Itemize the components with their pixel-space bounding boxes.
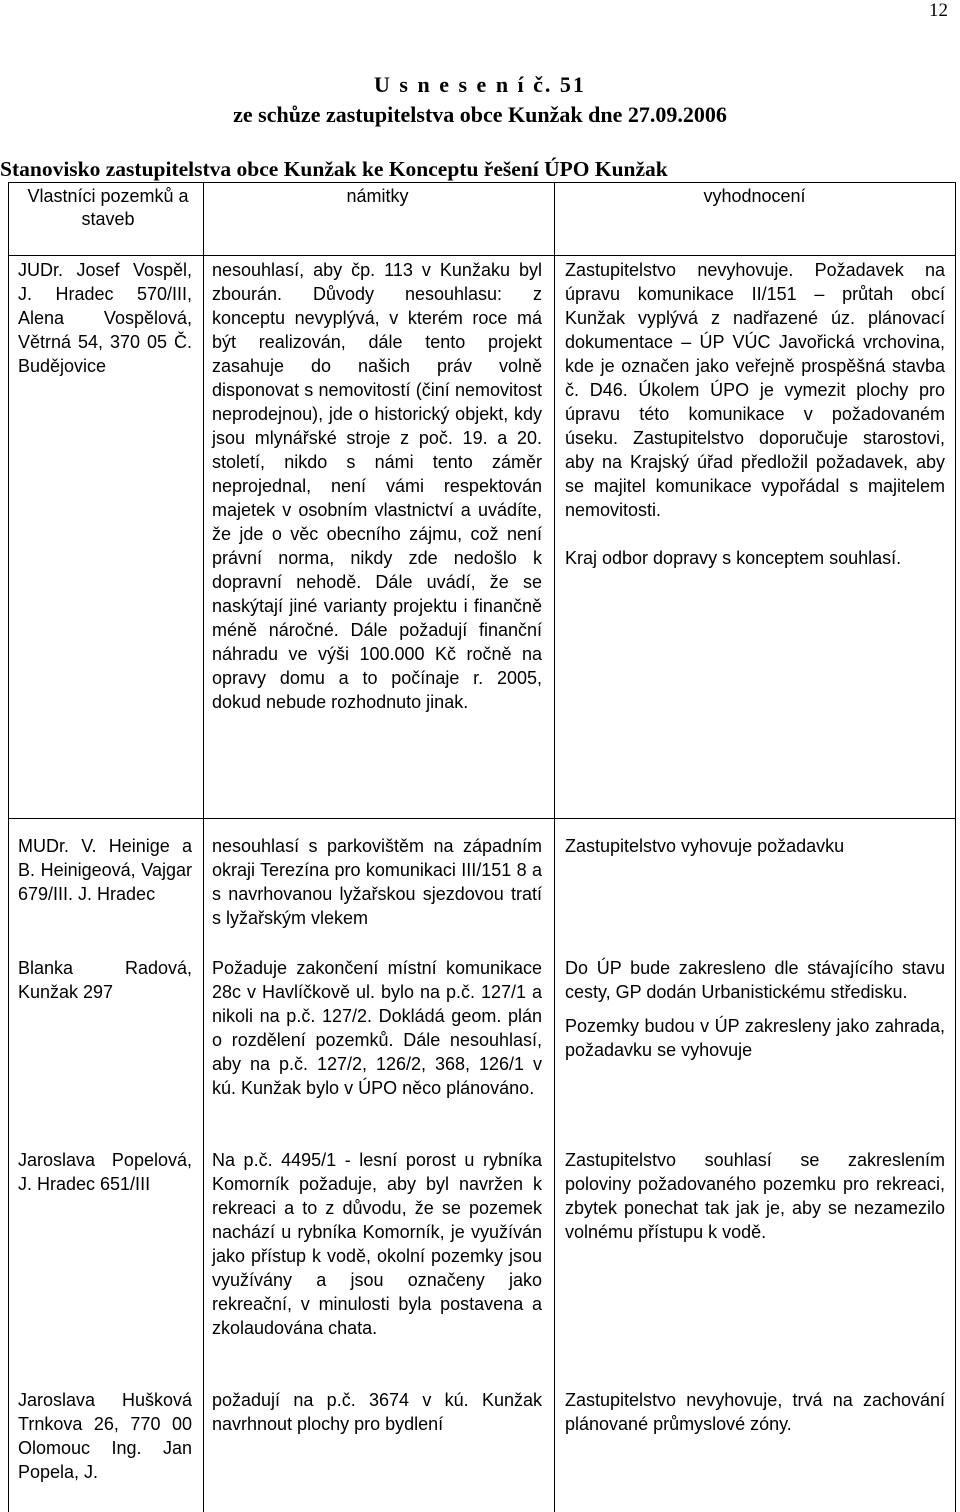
table-border-left [8, 182, 9, 1512]
evaluation-cell [565, 956, 945, 1062]
owner-cell: Jaroslava Popelová, J. Hradec 651/III [18, 1150, 192, 1194]
header-separator [8, 255, 956, 256]
evaluation-cell [565, 834, 945, 858]
evaluation-text: Zastupitelstvo souhlasí se zakreslením poloviny požadovaného pozemku pro rekreaci, zbytek ponechat tak jak je, aby se nezamezilo volnému přístupu k vodě. [565, 1150, 945, 1242]
evaluation-cell [565, 1388, 945, 1436]
table-divider-1 [203, 182, 204, 1512]
objection-cell [212, 258, 542, 714]
header-objections: námitky [346, 186, 409, 206]
resolution-title [0, 70, 960, 130]
objection-text: Na p.č. 4495/1 - lesní porost u rybníka Komorník požaduje, aby byl navržen k rekreaci a to z důvodu, že se pozemek nachází u rybníka Komorník, je využíván jako přístup k vodě, okolní pozemky jsou využívány a jsou označeny jako rekreační, v minulosti byla postavena a zkolaudována chata. [212, 1150, 542, 1338]
row-separator-1 [8, 818, 956, 819]
section-title: Stanovisko zastupitelstva obce Kunžak ke Konceptu řešení ÚPO Kunžak [0, 157, 668, 181]
table-border-right [955, 182, 956, 1512]
owner-cell: Jaroslava Hušková Trnkova 26, 770 00 Olomouc Ing. Jan Popela, J. [18, 1390, 192, 1482]
resolution-number: U s n e s e n í č. 51 [374, 72, 586, 97]
header-owners: Vlastníci pozemků a staveb [27, 186, 189, 229]
evaluation-text: Zastupitelstvo nevyhovuje, trvá na zachování plánované průmyslové zóny. [565, 1390, 945, 1434]
owner-cell: Blanka Radová, Kunžak 297 [18, 958, 192, 1002]
objection-cell [212, 1148, 542, 1340]
objection-text: Požaduje zakončení místní komunikace 28c v Havlíčkově ul. bylo na p.č. 127/1 a nikoli na p.č. 127/2. Dokládá geom. plán o rozdělení pozemků. Dále nesouhlasí, aby na p.č. 127/2, 126/2, 368, 126/1 v kú. Kunžak bylo v ÚPO něco plánováno. [212, 958, 542, 1098]
header-evaluation: vyhodnocení [703, 186, 806, 206]
evaluation-cell [565, 258, 945, 570]
objection-text: požadují na p.č. 3674 v kú. Kunžak navrhnout plochy pro bydlení [212, 1390, 542, 1434]
objection-text: nesouhlasí, aby čp. 113 v Kunžaku byl zbourán. Důvody nesouhlasu: z konceptu nevyplývá, v kterém roce má být realizován, dále tento projekt zasahuje do našich práv volně disponovat s nemovitostí (činí nemovitost neprodejnou), jde o historický objekt, kdy jsou mlynářské stroje z poč. 19. a 20. století, nikdo s námi tento záměr neprojednal, není vámi respektován majetek v osobním vlastnictví a uvádíte, že jde o věc obecního zájmu, což není právní norma, nikdy zde nedošlo k dopravní nehodě. Dále uvádí, že se naskýtají jiné varianty projektu i finančně méně náročné. Dále požadují finanční náhradu ve výši 100.000 Kč ročně na opravy domu a to počínaje r. 2005, dokud nebude rozhodnuto jinak. [212, 260, 542, 712]
table-border-top [8, 182, 956, 183]
evaluation-text: Kraj odbor dopravy s konceptem souhlasí. [565, 548, 902, 568]
owner-cell: MUDr. V. Heinige a B. Heinigeová, Vajgar 679/III. J. Hradec [18, 836, 192, 904]
page-number: 12 [929, 0, 948, 21]
objection-cell [212, 956, 542, 1100]
evaluation-text: Pozemky budou v ÚP zakresleny jako zahrada, požadavku se vyhovuje [565, 1016, 945, 1060]
objection-cell [212, 1388, 542, 1436]
evaluation-cell [565, 1148, 945, 1244]
objection-text: nesouhlasí s parkovištěm na západním okraji Terezína pro komunikaci III/151 8 a s navrhovanou lyžařskou sjezdovou tratí s lyžařským vlekem [212, 836, 542, 928]
evaluation-text: Do ÚP bude zakresleno dle stávajícího stavu cesty, GP dodán Urbanistickému středisku. [565, 958, 945, 1002]
owner-cell: JUDr. Josef Vospěl, J. Hradec 570/III, Alena Vospělová, Větrná 54, 370 05 Č. Budějovice [18, 260, 192, 376]
objection-cell [212, 834, 542, 930]
table-divider-2 [554, 182, 555, 1512]
meeting-line: ze schůze zastupitelstva obce Kunžak dne 27.09.2006 [233, 102, 727, 127]
evaluation-text: Zastupitelstvo nevyhovuje. Požadavek na úpravu komunikace II/151 – průtah obcí Kunžak vyplývá z nadřazené úz. plánovací dokumentace – ÚP VÚC Javořická vrchovina, kde je označen jako veřejně prospěšná stavba č. D46. Úkolem ÚPO je vymezit plochy pro úpravu této komunikace v požadovaném úseku. Zastupitelstvo doporučuje starostovi, aby na Krajský úřad předložil požadavek, aby se majitel komunikace vypořádal s majitelem nemovitosti. [565, 260, 945, 520]
evaluation-text: Zastupitelstvo vyhovuje požadavku [565, 836, 845, 856]
